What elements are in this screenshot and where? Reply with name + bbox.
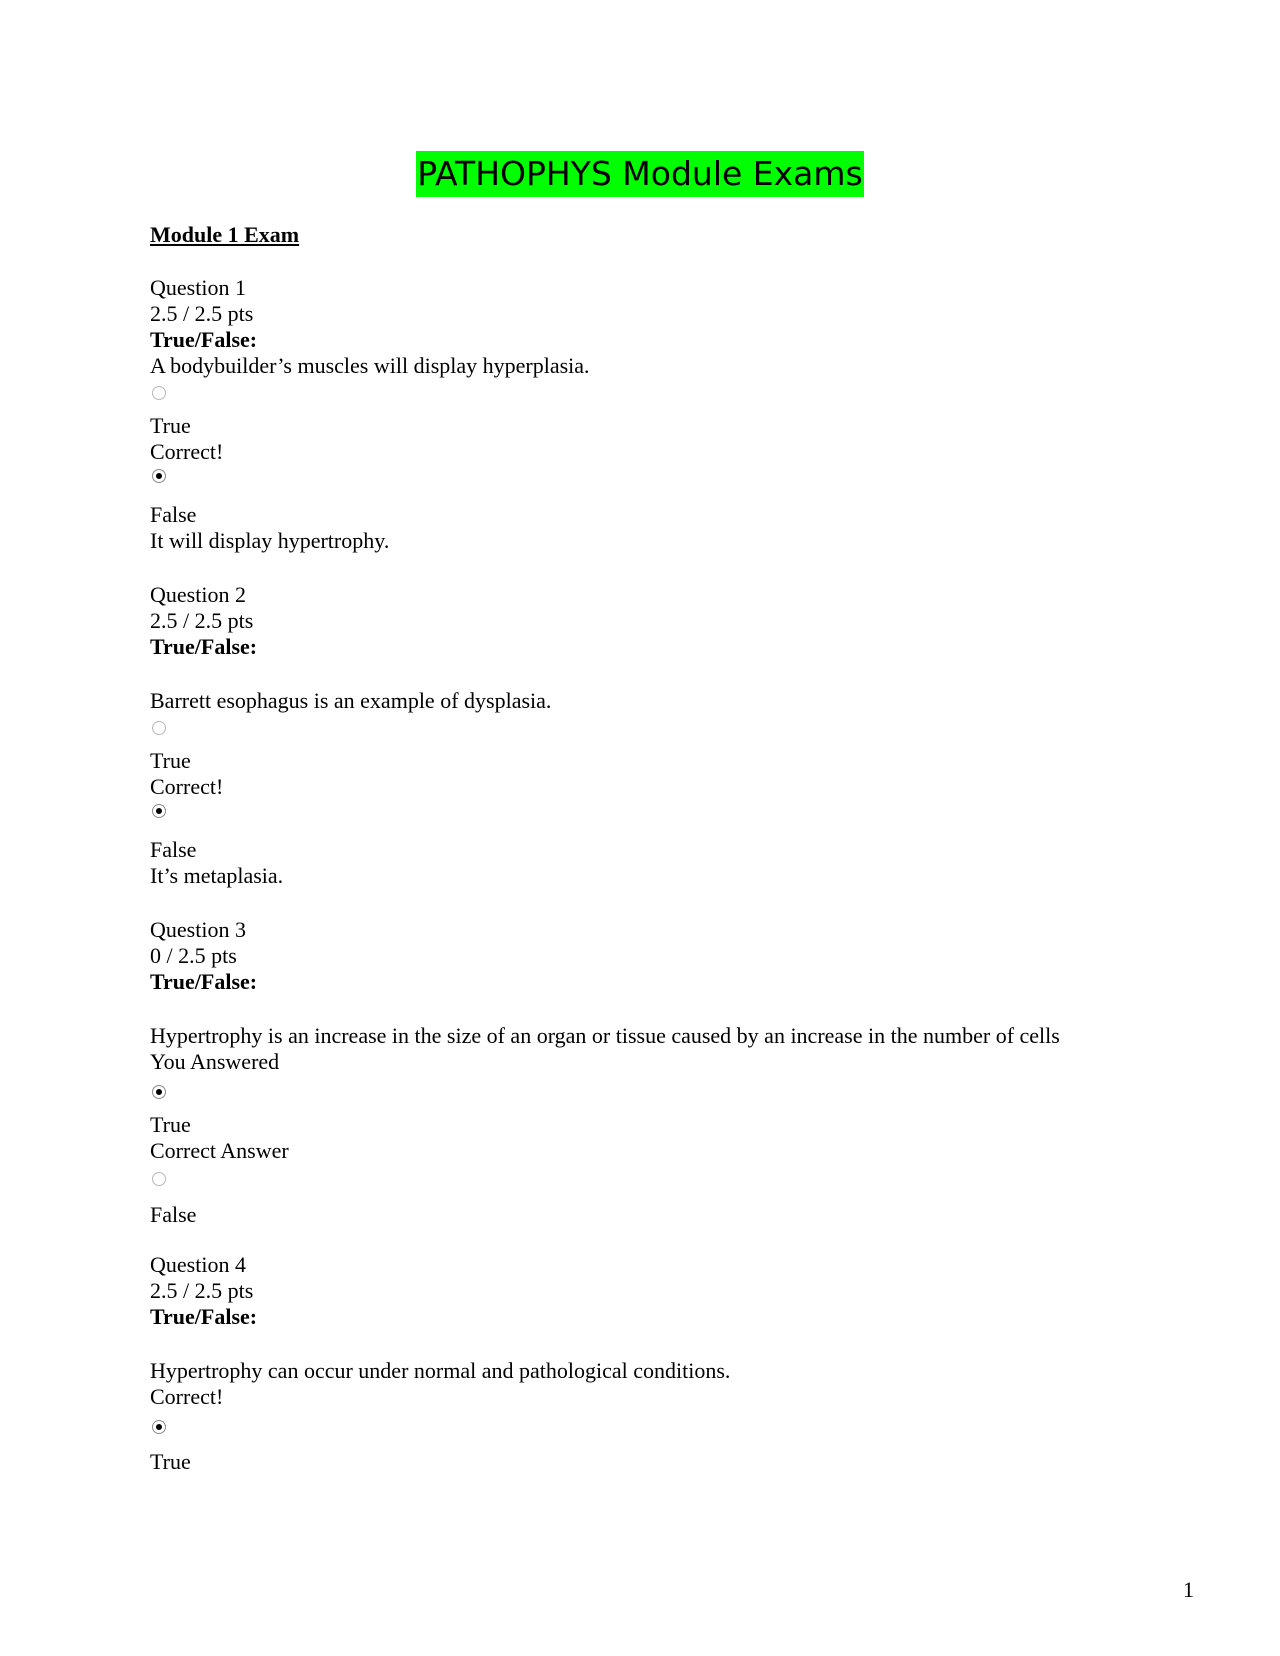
question-type: True/False: xyxy=(150,327,258,352)
radio-false[interactable] xyxy=(152,1172,166,1186)
question-number: Question 4 xyxy=(150,1252,246,1277)
option-false-label: False xyxy=(150,837,197,862)
question-number: Question 2 xyxy=(150,582,246,607)
question-type: True/False: xyxy=(150,969,258,994)
page-number: 1 xyxy=(1183,1577,1194,1602)
module-heading: Module 1 Exam xyxy=(150,222,300,247)
question-score: 0 / 2.5 pts xyxy=(150,943,237,968)
status-correct: Correct! xyxy=(150,774,224,799)
radio-true[interactable] xyxy=(152,721,166,735)
question-type: True/False: xyxy=(150,634,258,659)
question-prompt: A bodybuilder’s muscles will display hyperplasia. xyxy=(150,353,590,378)
you-answered-label: You Answered xyxy=(150,1049,280,1074)
status-correct: Correct! xyxy=(150,439,224,464)
radio-false[interactable] xyxy=(152,804,166,818)
question-score: 2.5 / 2.5 pts xyxy=(150,608,254,633)
status-correct: Correct! xyxy=(150,1384,224,1409)
correct-answer-label: Correct Answer xyxy=(150,1138,289,1163)
radio-false[interactable] xyxy=(152,469,166,483)
option-true-label: True xyxy=(150,1112,191,1137)
question-prompt: Barrett esophagus is an example of dysplasia. xyxy=(150,688,552,713)
question-score: 2.5 / 2.5 pts xyxy=(150,1278,254,1303)
question-prompt: Hypertrophy can occur under normal and pathological conditions. xyxy=(150,1358,731,1383)
question-prompt: Hypertrophy is an increase in the size of an organ or tissue caused by an increase in the number of cells xyxy=(150,1023,1060,1048)
option-true-label: True xyxy=(150,1449,191,1474)
question-number: Question 1 xyxy=(150,275,246,300)
option-true-label: True xyxy=(150,748,191,773)
page-title: PATHOPHYS Module Exams xyxy=(416,151,863,197)
radio-true[interactable] xyxy=(152,1420,166,1434)
option-false-label: False xyxy=(150,1202,197,1227)
answer-feedback: It’s metaplasia. xyxy=(150,863,284,888)
radio-true[interactable] xyxy=(152,386,166,400)
document-page xyxy=(150,0,1150,1656)
title-block xyxy=(150,151,1130,197)
option-true-label: True xyxy=(150,413,191,438)
option-false-label: False xyxy=(150,502,197,527)
question-type: True/False: xyxy=(150,1304,258,1329)
question-score: 2.5 / 2.5 pts xyxy=(150,301,254,326)
radio-true[interactable] xyxy=(152,1085,166,1099)
answer-feedback: It will display hypertrophy. xyxy=(150,528,390,553)
question-number: Question 3 xyxy=(150,917,246,942)
